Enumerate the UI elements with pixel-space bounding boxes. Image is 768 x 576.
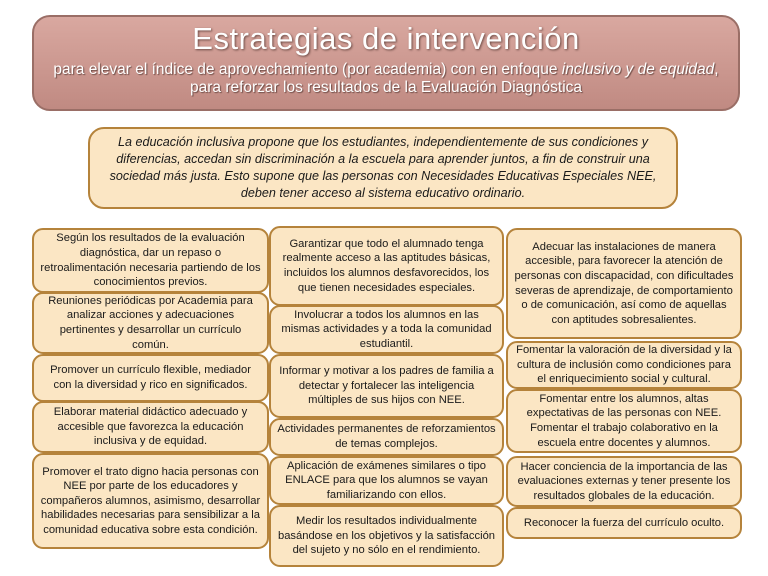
subtitle-text-1: para elevar el índice de aprovechamiento (por academia) con en enfoque xyxy=(53,61,562,78)
strategy-box-middle-5: Aplicación de exámenes similares o tipo ENLACE para que los alumnos se vayan familiarizando con ellos. xyxy=(269,456,504,505)
subtitle-text-2: , para reforzar los resultados de la Evaluación Diagnóstica xyxy=(189,61,719,96)
strategy-box-middle-2: Involucrar a todos los alumnos en las mismas actividades y a toda la comunidad estudiantil. xyxy=(269,305,504,354)
strategy-box-right-3: Fomentar entre los alumnos, altas expectativas de las personas con NEE. Fomentar el trabajo colaborativo en la escuela entre docentes y alumnos. xyxy=(506,389,742,453)
strategy-box-middle-1: Garantizar que todo el alumnado tenga realmente acceso a las aptitudes básicas, incluidos los alumnos desfavorecidos, los que tienen necesidades especiales. xyxy=(269,226,504,306)
strategy-box-middle-3: Informar y motivar a los padres de familia a detectar y fortalecer las inteligencia múltiples de sus hijos con NEE. xyxy=(269,354,504,418)
strategy-box-left-3: Promover un currículo flexible, mediador con la diversidad y rico en significados. xyxy=(32,354,269,402)
strategy-box-left-5: Promover el trato digno hacia personas con NEE por parte de los educadores y compañeros alumnos, asimismo, desarrollar habilidades necesarias para sensibilizar a la comunidad educativa sobre esta condición. xyxy=(32,453,269,549)
strategy-box-left-4: Elaborar material didáctico adecuado y accesible que favorezca la educación inclusiva y de equidad. xyxy=(32,401,269,453)
strategy-box-left-2: Reuniones periódicas por Academia para analizar acciones y adecuaciones pertinentes y desarrollar un currículo común. xyxy=(32,292,269,354)
intro-box: La educación inclusiva propone que los estudiantes, independientemente de sus condiciones y diferencias, accedan sin discriminación a la escuela para aprender juntos, a fin de construir una sociedad más justa. Esto supone que las personas con Necesidades Educativas Especiales NEE, deben tener acceso al sistema educativo ordinario. xyxy=(88,127,678,209)
strategy-box-left-1: Según los resultados de la evaluación diagnóstica, dar un repaso o retroalimentación necesaria partiendo de los conocimientos previos. xyxy=(32,228,269,293)
title-banner xyxy=(32,15,740,111)
page-title: Estrategias de intervención xyxy=(192,21,580,56)
strategy-box-right-1: Adecuar las instalaciones de manera accesible, para favorecer la atención de personas con discapacidad, con dificultades severas de aprendizaje, de comportamiento o de comunicación, así como de aquellas con aptitudes sobresalientes. xyxy=(506,228,742,339)
strategy-box-middle-4: Actividades permanentes de reforzamientos de temas complejos. xyxy=(269,418,504,456)
strategy-box-middle-6: Medir los resultados individualmente basándose en los objetivos y la satisfacción del sujeto y no sólo en el rendimiento. xyxy=(269,505,504,567)
subtitle-emphasis: inclusivo y de equidad xyxy=(561,61,715,78)
strategy-box-right-5: Reconocer la fuerza del currículo oculto. xyxy=(506,507,742,539)
strategy-box-right-2: Fomentar la valoración de la diversidad y la cultura de inclusión como condiciones para el enriquecimiento social y cultural. xyxy=(506,341,742,389)
strategy-box-right-4: Hacer conciencia de la importancia de las evaluaciones externas y tener presente los resultados globales de la educación. xyxy=(506,456,742,507)
page-subtitle xyxy=(48,61,724,97)
